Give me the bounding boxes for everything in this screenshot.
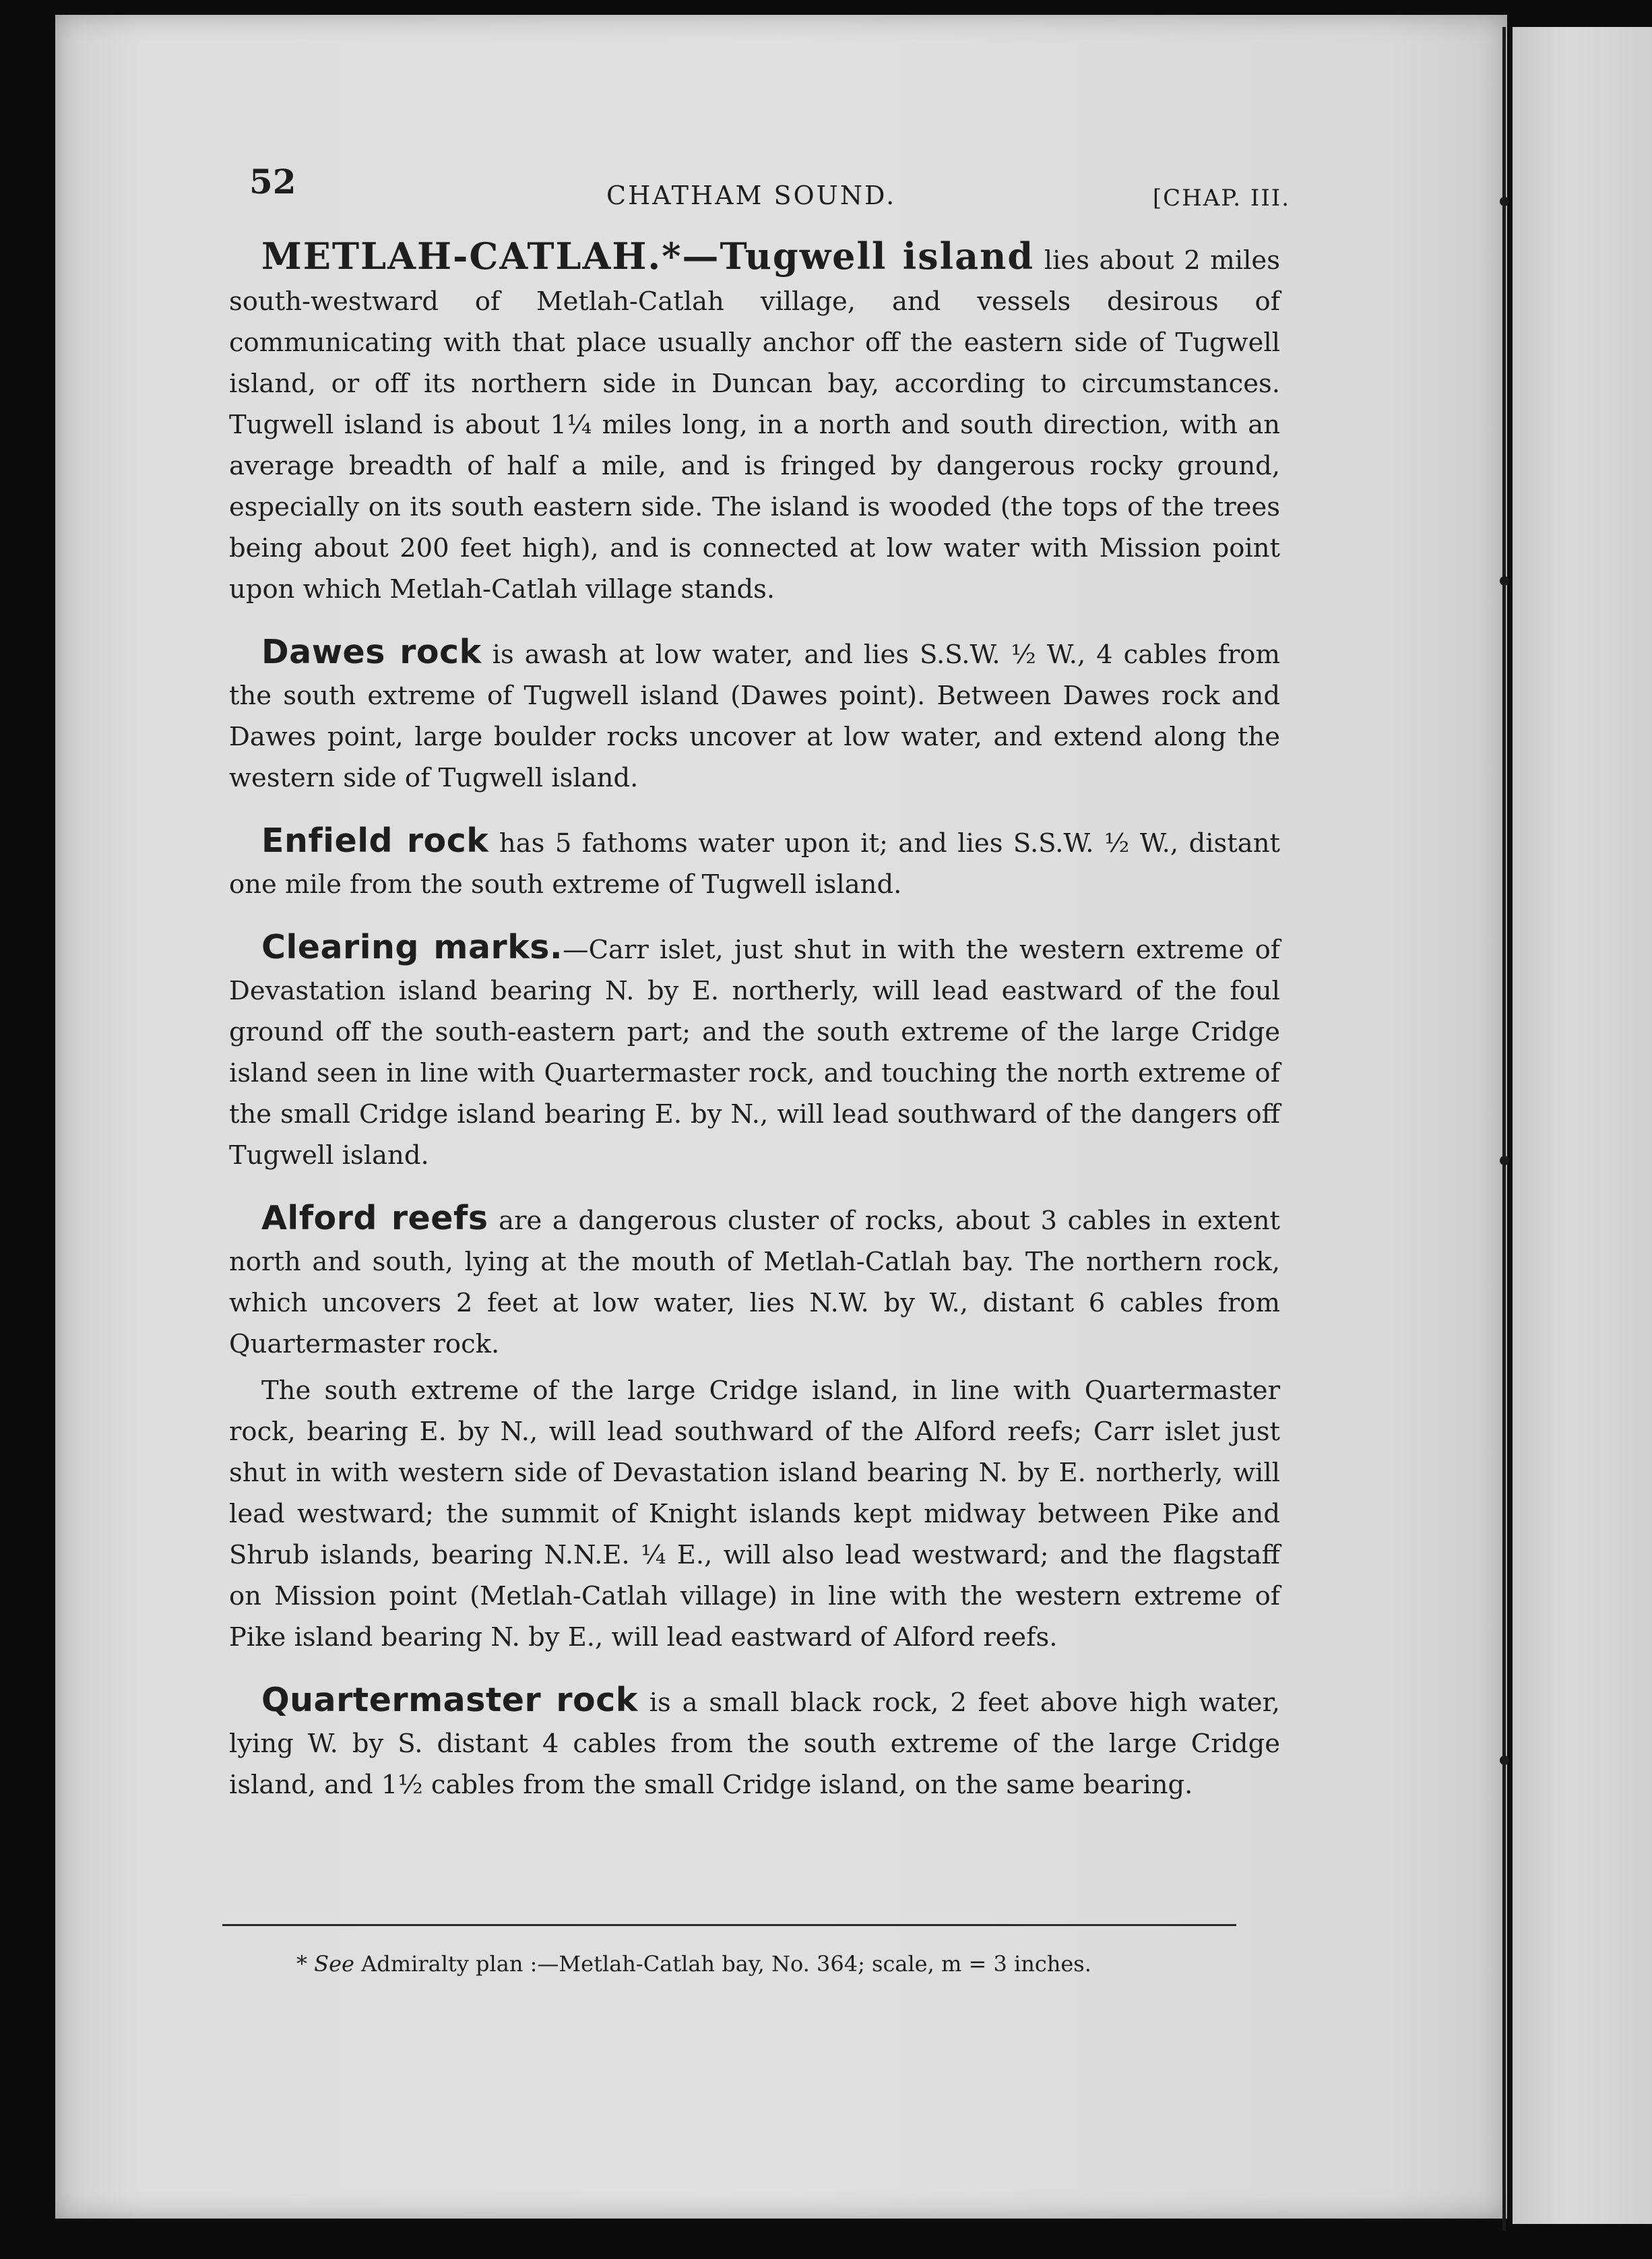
page-text (229, 162, 1290, 1827)
gutter-line (1502, 27, 1506, 2231)
adjacent-page-edge (1513, 27, 1652, 2224)
section-heading: Dawes rock (261, 633, 482, 671)
binding-mark (1500, 197, 1509, 206)
section-text: lies about 2 miles south-westward of Metlah-Catlah village, and vessels desirous of communicating with that place usually anchor off the eastern side of Tugwell island, or off its northern side in Duncan bay, according to circumstances. Tugwell island is about 1¼ miles long, in a north and south direction, with an average breadth of half a mile, and is fringed by dangerous rocky ground, especially on its south eastern side. The island is wooded (the tops of the trees being about 200 feet high), and is connected at low water with Mission point upon which Metlah-Catlah village stands. (229, 245, 1280, 605)
section-clearing-marks (229, 927, 1280, 1176)
section-dawes-rock (229, 631, 1280, 799)
section-text: —Carr islet, just shut in with the western extreme of Devastation island bearing N. by E. northerly, will lead eastward of the foul ground off the south-eastern part; and the south extreme of the large Cridge island seen in line with Quartermaster rock, and touching the north extreme of the small Cridge island bearing E. by N., will lead southward of the dangers off Tugwell island. (229, 935, 1280, 1171)
section-heading: Alford reefs (261, 1199, 488, 1237)
footnote (296, 1951, 1280, 1977)
section-text: are a dangerous cluster of rocks, about 3 cables in extent north and south, lying at the mouth of Metlah-Catlah bay. The northern rock, which uncovers 2 feet at low water, lies N.W. by W., distant 6 cables from Quartermaster rock. (229, 1206, 1280, 1359)
footnote-see: See (314, 1951, 354, 1977)
running-title: CHATHAM SOUND. (606, 181, 897, 210)
footnote-rule (222, 1924, 1236, 1926)
section-text: is awash at low water, and lies S.S.W. ½ W., 4 cables from the south extreme of Tugwell island (Dawes point). Between Dawes rock and Dawes point, large boulder rocks uncover at low water, and extend along the western side of Tugwell island. (229, 640, 1280, 793)
section-heading: Quartermaster rock (261, 1681, 638, 1719)
binding-mark (1500, 1756, 1509, 1765)
binding-mark (1500, 1156, 1509, 1165)
section-quartermaster-rock (229, 1679, 1280, 1805)
running-head (229, 162, 1290, 216)
footnote-marker: * (296, 1951, 307, 1977)
section-enfield-rock (229, 820, 1280, 905)
section-metlah-catlah (229, 236, 1280, 610)
binding-mark (1500, 576, 1509, 586)
section-heading: METLAH-CATLAH.*—Tugwell island (261, 235, 1035, 278)
section-text: The south extreme of the large Cridge island, in line with Quartermaster rock, bearing E. by N., will lead southward of the Alford reefs; Carr islet just shut in with western side of Devastation island bearing N. by E. northerly, will lead westward; the summit of Knight islands kept midway between Pike and Shrub islands, bearing N.N.E. ¼ E., will also lead westward; and the flagstaff on Mission point (Metlah-Catlah village) in line with the western extreme of Pike island bearing N. by E., will lead eastward of Alford reefs. (229, 1375, 1280, 1652)
chapter-reference: [CHAP. III. (1152, 185, 1290, 212)
page-number: 52 (249, 162, 296, 202)
section-alford-reefs-continued (229, 1370, 1280, 1658)
section-heading: Enfield rock (261, 822, 489, 860)
footnote-text: Admiralty plan :—Metlah-Catlah bay, No. 364; scale, m = 3 inches. (361, 1951, 1091, 1977)
section-alford-reefs (229, 1198, 1280, 1365)
section-text: has 5 fathoms water upon it; and lies S.S.W. ½ W., distant one mile from the south extreme of Tugwell island. (229, 828, 1280, 900)
section-heading: Clearing marks. (261, 928, 563, 966)
section-text: is a small black rock, 2 feet above high water, lying W. by S. distant 4 cables from the south extreme of the large Cridge island, and 1½ cables from the small Cridge island, on the same bearing. (229, 1688, 1280, 1800)
